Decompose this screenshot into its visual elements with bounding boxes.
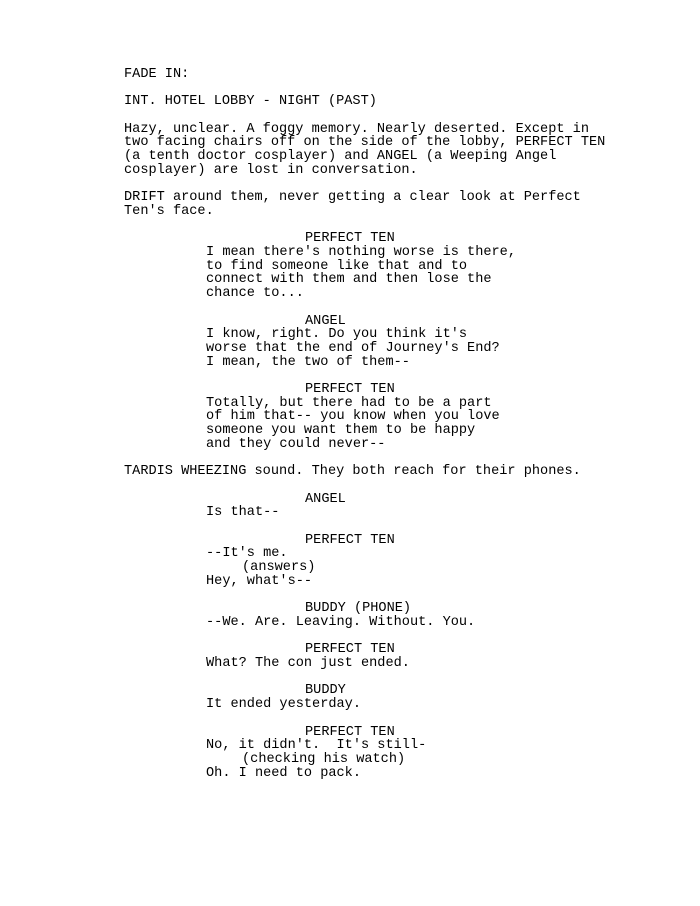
dialogue-block-buddy-phone xyxy=(0,602,700,629)
character-name: PERFECT TEN xyxy=(305,532,395,548)
dialogue-block-perfect-ten-4 xyxy=(0,643,700,670)
dialogue-line: chance to... xyxy=(206,286,304,302)
dialogue-block-angel-1 xyxy=(0,315,700,370)
dialogue-line: Totally, but there had to be a part xyxy=(206,395,492,411)
action-line: DRIFT around them, never getting a clear look at Perfect xyxy=(124,190,581,206)
character-name: BUDDY xyxy=(305,683,346,699)
parenthetical: (checking his watch) xyxy=(242,751,406,767)
action-paragraph-1 xyxy=(0,123,700,178)
dialogue-line: someone you want them to be happy xyxy=(206,423,476,439)
dialogue-block-angel-2 xyxy=(0,493,700,520)
action-paragraph-3: TARDIS WHEEZING sound. They both reach for their phones. xyxy=(124,464,581,480)
dialogue-line: of him that-- you know when you love xyxy=(206,409,500,425)
screenplay-page xyxy=(0,68,700,780)
character-name: ANGEL xyxy=(305,491,346,507)
dialogue-block-buddy xyxy=(0,684,700,711)
dialogue-block-perfect-ten-5 xyxy=(0,726,700,781)
action-line: Ten's face. xyxy=(124,203,214,219)
parenthetical: (answers) xyxy=(242,560,316,576)
action-line: two facing chairs off on the side of the lobby, PERFECT TEN xyxy=(124,135,606,151)
transition-fade-in: FADE IN: xyxy=(124,67,190,82)
dialogue-line: I mean, the two of them-- xyxy=(206,354,410,370)
dialogue-line: connect with them and then lose the xyxy=(206,272,492,288)
action-line: cosplayer) are lost in conversation. xyxy=(124,162,418,178)
scene-heading: INT. HOTEL LOBBY - NIGHT (PAST) xyxy=(124,94,377,110)
character-name: PERFECT TEN xyxy=(305,231,395,247)
action-line: (a tenth doctor cosplayer) and ANGEL (a Weeping Angel xyxy=(124,149,557,165)
dialogue-line: to find someone like that and to xyxy=(206,258,468,274)
dialogue-line: No, it didn't. It's still- xyxy=(206,738,427,754)
dialogue-line: Is that-- xyxy=(206,505,280,521)
character-name: BUDDY (PHONE) xyxy=(305,601,412,617)
dialogue-block-perfect-ten-3 xyxy=(0,534,700,589)
character-name: PERFECT TEN xyxy=(305,382,395,398)
dialogue-block-perfect-ten-2 xyxy=(0,383,700,452)
dialogue-line: --It's me. xyxy=(206,546,288,562)
character-name: PERFECT TEN xyxy=(305,724,395,740)
dialogue-line: Hey, what's-- xyxy=(206,573,313,589)
action-paragraph-2 xyxy=(0,191,700,218)
character-name: ANGEL xyxy=(305,313,346,329)
dialogue-line: What? The con just ended. xyxy=(206,656,410,672)
dialogue-line: worse that the end of Journey's End? xyxy=(206,340,500,356)
dialogue-line: --We. Are. Leaving. Without. You. xyxy=(206,614,476,630)
dialogue-line: It ended yesterday. xyxy=(206,697,361,713)
character-name: PERFECT TEN xyxy=(305,642,395,658)
dialogue-line: I mean there's nothing worse is there, xyxy=(206,245,516,261)
dialogue-block-perfect-ten-1 xyxy=(0,232,700,301)
action-line: Hazy, unclear. A foggy memory. Nearly deserted. Except in xyxy=(124,121,589,137)
dialogue-line: Oh. I need to pack. xyxy=(206,765,361,781)
dialogue-line: and they could never-- xyxy=(206,436,386,452)
dialogue-line: I know, right. Do you think it's xyxy=(206,327,468,343)
